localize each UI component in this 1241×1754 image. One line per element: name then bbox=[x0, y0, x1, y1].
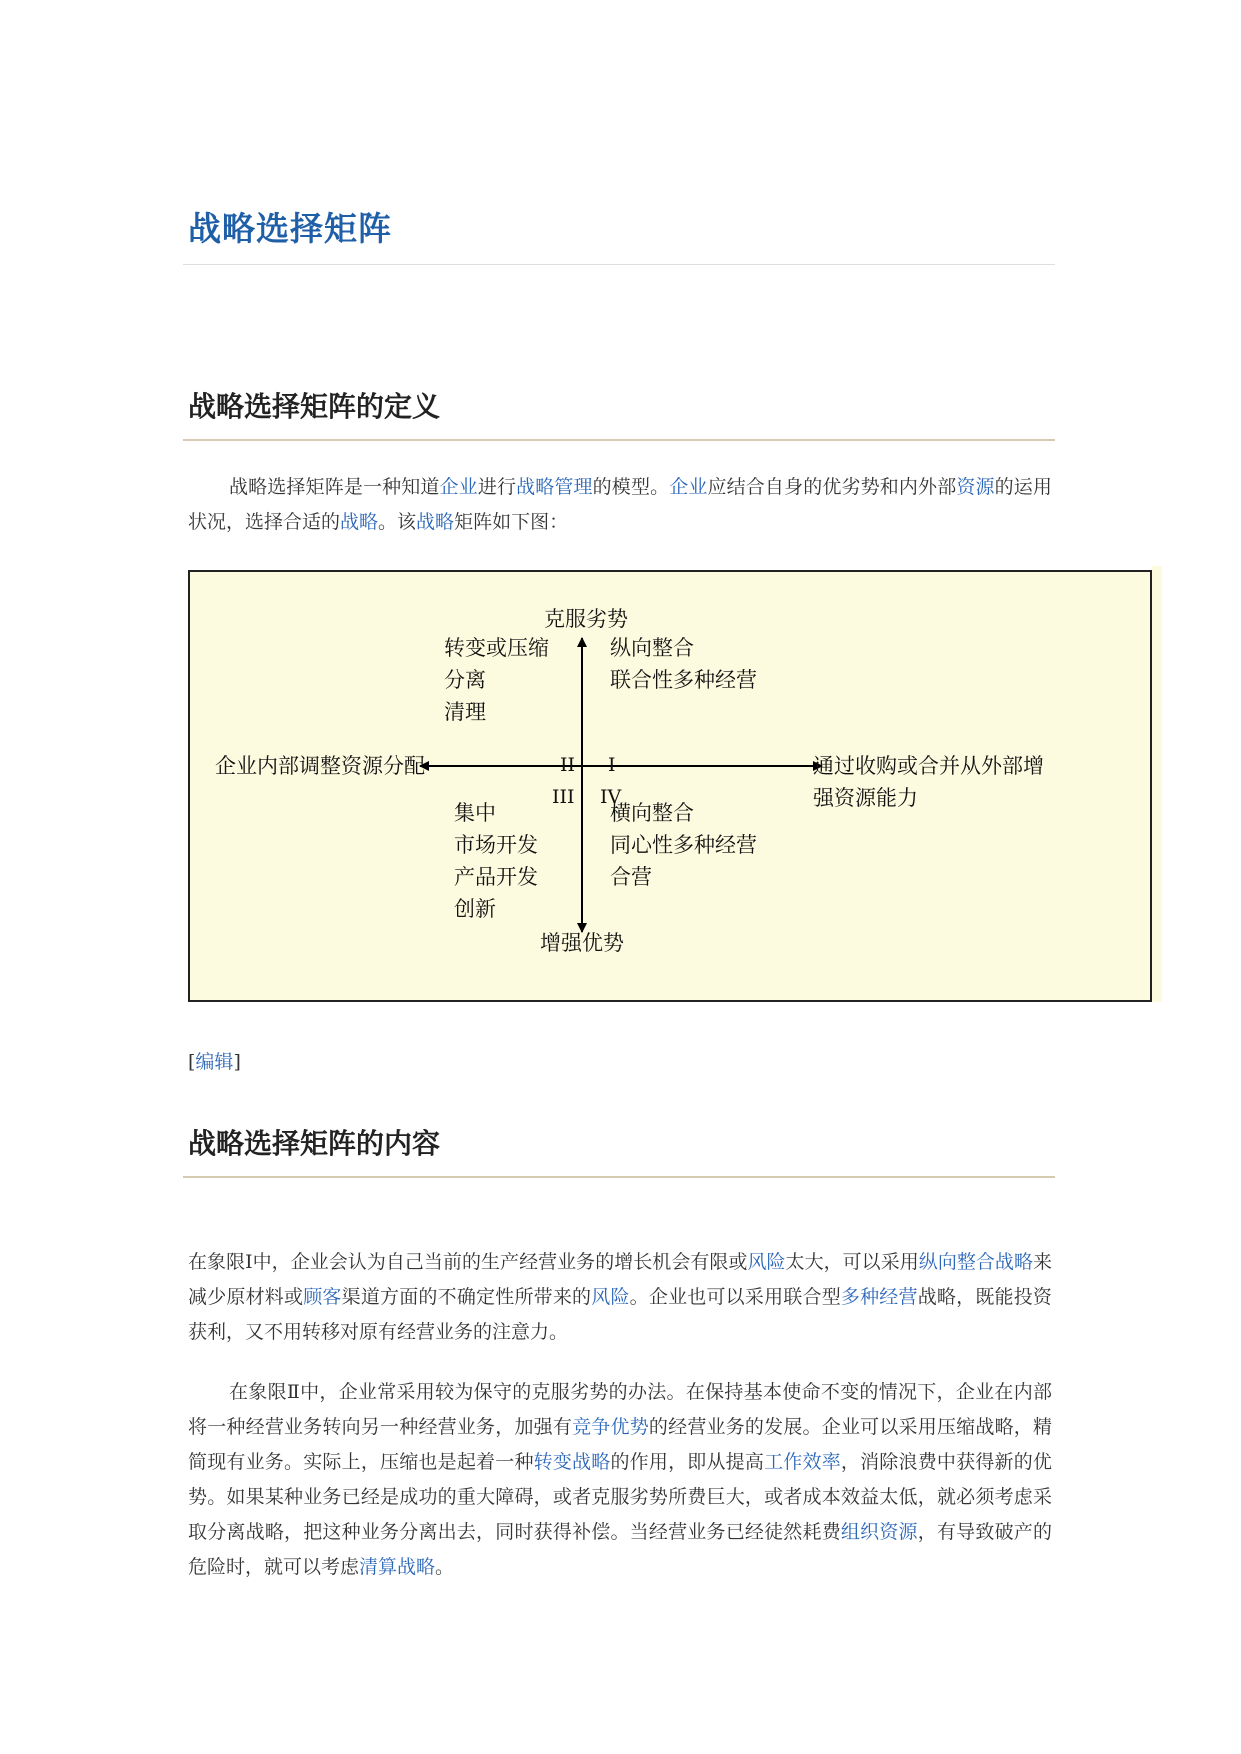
inline-link[interactable]: 组织资源 bbox=[840, 1521, 918, 1543]
quadrant-strategy-item: 分离 bbox=[444, 668, 486, 692]
quadrant-strategy-item: 集中 bbox=[454, 801, 496, 825]
strategy-matrix-figure bbox=[188, 570, 1152, 1002]
edit-link-wrapper: [编辑] bbox=[188, 1051, 241, 1073]
paragraph-text: 来减少原材料或 bbox=[188, 1251, 1052, 1308]
paragraph-text: 进行 bbox=[477, 476, 517, 498]
paragraph-text: 的模型。 bbox=[592, 476, 670, 498]
quadrant-1-list bbox=[610, 632, 757, 696]
inline-link[interactable]: 风险 bbox=[591, 1286, 630, 1308]
paragraph-text: 太大，可以采用 bbox=[785, 1251, 919, 1273]
paragraph-text: 。企业也可以采用联合型 bbox=[629, 1286, 841, 1308]
axis-label-right-line1: 通过收购或合并从外部增 bbox=[813, 754, 1044, 778]
inline-link[interactable]: 纵向整合战略 bbox=[918, 1251, 1033, 1273]
quadrant-numeral-1: I bbox=[608, 754, 616, 776]
paragraph-text: 在象限Ⅱ中，企业常采用较为保守的克服劣势的办法。在保持基本使命不变的情况下，企业在内部将一种经营业务转向另一种经营业务，加强有 bbox=[188, 1381, 1052, 1438]
inline-link[interactable]: 战略 bbox=[340, 511, 379, 533]
definition-paragraph bbox=[188, 470, 1052, 540]
paragraph-text: 的运用状况，选择合适的 bbox=[188, 476, 1052, 533]
paragraph-text: 战略，既能投资获利，又不用转移对原有经营业务的注意力。 bbox=[188, 1286, 1052, 1343]
axis-label-right bbox=[813, 750, 1044, 814]
inline-link[interactable]: 战略管理 bbox=[516, 476, 593, 498]
quadrant-numeral-4: IV bbox=[600, 786, 622, 808]
quadrant-strategy-item: 纵向整合 bbox=[610, 636, 694, 660]
inline-link[interactable]: 竞争优势 bbox=[572, 1416, 649, 1438]
inline-link[interactable]: 企业 bbox=[669, 476, 708, 498]
quadrant-strategy-item: 市场开发 bbox=[454, 833, 538, 857]
inline-link[interactable]: 风险 bbox=[747, 1251, 786, 1273]
paragraph-text: 应结合自身的优劣势和内外部 bbox=[707, 476, 957, 498]
inline-link[interactable]: 资源 bbox=[956, 476, 995, 498]
quadrant-4-list bbox=[610, 797, 757, 893]
quadrant-strategy-item: 联合性多种经营 bbox=[610, 668, 757, 692]
quadrant-numeral-2: II bbox=[560, 754, 576, 776]
title-divider bbox=[183, 264, 1055, 265]
section-heading-content: 战略选择矩阵的内容 bbox=[188, 1127, 441, 1160]
axis-label-right-line2: 强资源能力 bbox=[813, 786, 918, 810]
quadrant-strategy-item: 创新 bbox=[454, 897, 496, 921]
axis-label-top: 克服劣势 bbox=[544, 607, 628, 631]
axis-label-bottom: 增强优势 bbox=[540, 931, 624, 955]
section-heading-definition: 战略选择矩阵的定义 bbox=[188, 390, 441, 423]
paragraph-text: 。该 bbox=[378, 511, 417, 533]
page-title: 战略选择矩阵 bbox=[188, 209, 392, 248]
axis-label-left: 企业内部调整资源分配 bbox=[215, 754, 425, 778]
inline-link[interactable]: 战略 bbox=[416, 511, 455, 533]
quadrant-strategy-item: 同心性多种经营 bbox=[610, 833, 757, 857]
inline-link[interactable]: 顾客 bbox=[303, 1286, 342, 1308]
content-paragraph-1 bbox=[188, 1245, 1052, 1350]
paragraph-text: 。 bbox=[435, 1556, 455, 1578]
paragraph-text: ，有导致破产的危险时，就可以考虑 bbox=[188, 1521, 1052, 1578]
paragraph-text: 在象限Ⅰ中，企业会认为自己当前的生产经营业务的增长机会有限或 bbox=[188, 1251, 748, 1273]
paragraph-text: 渠道方面的不确定性所带来的 bbox=[341, 1286, 592, 1308]
paragraph-text: 的经营业务的发展。企业可以采用压缩战略，精简现有业务。实际上，压缩也是起着一种 bbox=[188, 1416, 1052, 1473]
inline-link[interactable]: 企业 bbox=[439, 476, 478, 498]
quadrant-numeral-3: III bbox=[552, 786, 575, 808]
quadrant-strategy-item: 清理 bbox=[444, 700, 486, 724]
quadrant-strategy-item: 产品开发 bbox=[454, 865, 538, 889]
paragraph-text: 战略选择矩阵是一种知道 bbox=[229, 476, 440, 498]
inline-link[interactable]: 转变战略 bbox=[533, 1451, 611, 1473]
content-paragraph-2 bbox=[188, 1375, 1052, 1585]
edit-link[interactable]: 编辑 bbox=[195, 1051, 234, 1073]
paragraph-text: 的作用，即从提高 bbox=[610, 1451, 765, 1473]
quadrant-strategy-item: 横向整合 bbox=[610, 801, 694, 825]
quadrant-3-list bbox=[454, 797, 538, 925]
quadrant-strategy-item: 转变或压缩 bbox=[444, 636, 549, 660]
inline-link[interactable]: 工作效率 bbox=[764, 1451, 841, 1473]
inline-link[interactable]: 多种经营 bbox=[840, 1286, 918, 1308]
quadrant-2-list bbox=[444, 632, 549, 728]
quadrant-strategy-item: 合营 bbox=[610, 865, 652, 889]
section-divider bbox=[183, 439, 1055, 441]
inline-link[interactable]: 清算战略 bbox=[359, 1556, 436, 1578]
paragraph-text: ，消除浪费中获得新的优势。如果某种业务已经是成功的重大障碍，或者克服劣势所费巨大，或者成本效益太低，就必须考虑采取分离战略，把这种业务分离出去，同时获得补偿。当经营业务已经徒然耗费 bbox=[188, 1451, 1052, 1543]
section-divider bbox=[183, 1176, 1055, 1178]
paragraph-text: 矩阵如下图： bbox=[454, 511, 569, 533]
